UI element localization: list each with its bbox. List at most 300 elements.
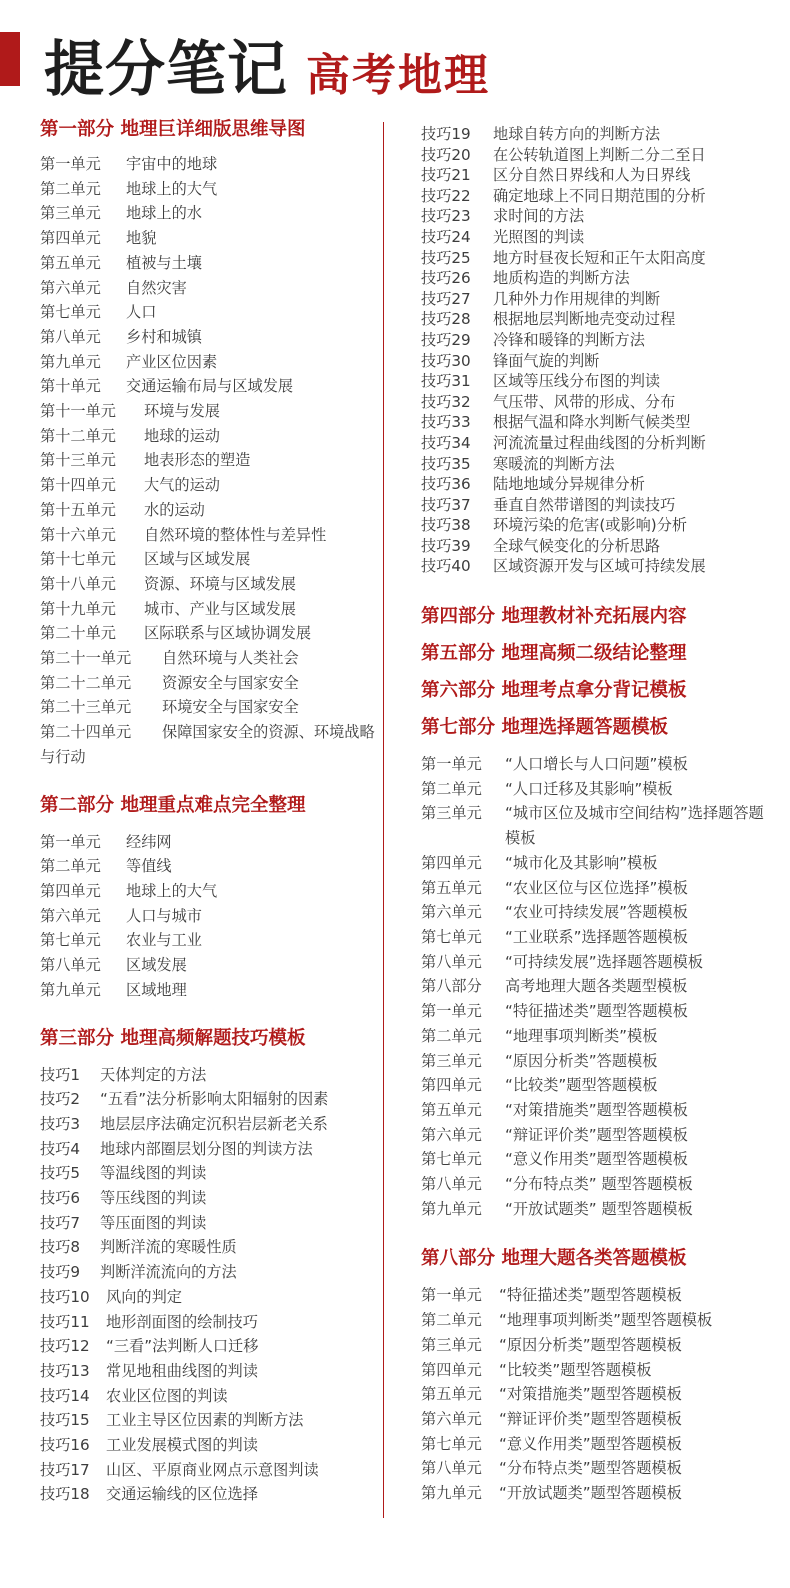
item-text: “原因分析类”题型答题模板 xyxy=(499,1335,682,1354)
item-label: 第六单元 xyxy=(421,1125,482,1144)
list-item xyxy=(421,330,766,351)
list-item xyxy=(421,1333,766,1358)
list-item xyxy=(40,1235,375,1260)
item-label: 第二十四单元 xyxy=(40,723,132,742)
item-text: 自然环境的整体性与差异性 xyxy=(144,525,327,544)
list-item xyxy=(40,928,375,953)
item-label: 技巧4 xyxy=(40,1139,81,1158)
list-item xyxy=(40,399,375,424)
item-label: 技巧23 xyxy=(421,207,471,226)
item-text: 地球上的大气 xyxy=(126,179,218,198)
item-label: 第二十三单元 xyxy=(40,698,132,717)
list-item xyxy=(421,876,766,901)
item-text: 全球气候变化的分析思路 xyxy=(493,536,661,555)
item-label: 技巧33 xyxy=(421,413,471,432)
item-text: “地理事项判断类”题型答题模板 xyxy=(499,1311,713,1330)
list-item xyxy=(40,276,375,301)
list-item xyxy=(421,1407,766,1432)
list-item xyxy=(40,300,375,325)
item-text: “特征描述类”题型答题模板 xyxy=(499,1286,682,1305)
item-label: 技巧6 xyxy=(40,1189,81,1208)
list-item xyxy=(40,152,375,177)
part3-list-right xyxy=(421,124,766,577)
item-text: 判断洋流的寒暖性质 xyxy=(100,1238,237,1257)
list-item xyxy=(40,1408,375,1433)
item-label: 第七单元 xyxy=(421,1150,482,1169)
item-label: 第三单元 xyxy=(421,1335,482,1354)
item-text: 高考地理大题各类题型模板 xyxy=(505,977,688,996)
item-label: 技巧30 xyxy=(421,351,471,370)
list-item xyxy=(40,1285,375,1310)
accent-bar xyxy=(0,32,20,86)
item-label: 第六单元 xyxy=(421,903,482,922)
item-label: 第二十二单元 xyxy=(40,673,132,692)
item-text: 天体判定的方法 xyxy=(100,1065,207,1084)
item-text: 人口与城市 xyxy=(126,906,202,925)
item-text: 冷锋和暖锋的判断方法 xyxy=(493,330,645,349)
item-label: 技巧34 xyxy=(421,433,471,452)
list-item xyxy=(40,879,375,904)
list-item xyxy=(40,177,375,202)
item-text: “地理事项判断类”模板 xyxy=(505,1026,658,1045)
item-label: 第二单元 xyxy=(40,857,101,876)
item-text: 光照图的判读 xyxy=(493,227,585,246)
item-text: 山区、平原商业网点示意图判读 xyxy=(106,1460,319,1479)
list-item xyxy=(421,950,766,975)
right-column xyxy=(421,124,766,1528)
item-text: “特征描述类”题型答题模板 xyxy=(505,1002,688,1021)
item-label: 技巧14 xyxy=(40,1386,90,1405)
item-text: 交通运输线的区位选择 xyxy=(106,1485,258,1504)
item-text: 区际联系与区域协调发展 xyxy=(144,624,312,643)
item-text: “城市区位及城市空间结构”选择题答题模板 xyxy=(505,804,764,848)
list-item xyxy=(40,978,375,1003)
list-item xyxy=(421,474,766,495)
item-label: 第八单元 xyxy=(421,1175,482,1194)
item-label: 技巧28 xyxy=(421,310,471,329)
item-text: 工业发展模式图的判读 xyxy=(106,1436,258,1455)
item-label: 第十三单元 xyxy=(40,451,116,470)
item-label: 技巧10 xyxy=(40,1287,90,1306)
item-text: 求时间的方法 xyxy=(493,207,585,226)
item-text: 区域资源开发与区域可持续发展 xyxy=(493,557,706,576)
list-item xyxy=(40,1433,375,1458)
item-label: 技巧36 xyxy=(421,475,471,494)
item-text: 农业区位图的判读 xyxy=(106,1386,228,1405)
item-text: 城市、产业与区域发展 xyxy=(144,599,296,618)
list-item xyxy=(421,1049,766,1074)
item-label: 技巧26 xyxy=(421,269,471,288)
item-label: 技巧3 xyxy=(40,1114,81,1133)
item-text: 地方时昼夜长短和正午太阳高度 xyxy=(493,248,706,267)
list-item xyxy=(40,720,375,769)
item-text: “工业联系”选择题答题模板 xyxy=(505,927,688,946)
list-item xyxy=(40,325,375,350)
list-item xyxy=(40,523,375,548)
item-text: 常见地租曲线图的判读 xyxy=(106,1361,258,1380)
list-item xyxy=(40,448,375,473)
list-item xyxy=(40,1260,375,1285)
item-text: 风向的判定 xyxy=(106,1287,182,1306)
item-label: 技巧38 xyxy=(421,516,471,535)
item-text: 等压面图的判读 xyxy=(100,1213,207,1232)
item-label: 第五单元 xyxy=(40,253,101,272)
item-label: 技巧32 xyxy=(421,392,471,411)
item-label: 第二单元 xyxy=(421,1026,482,1045)
list-item xyxy=(421,454,766,475)
item-text: 区域等压线分布图的判读 xyxy=(493,372,661,391)
list-item xyxy=(40,1186,375,1211)
list-item xyxy=(40,904,375,929)
item-text: 区域发展 xyxy=(126,956,187,975)
item-label: 技巧40 xyxy=(421,557,471,576)
list-item xyxy=(421,1147,766,1172)
item-label: 第十七单元 xyxy=(40,550,116,569)
list-item xyxy=(421,309,766,330)
item-label: 第十四单元 xyxy=(40,476,116,495)
item-label: 第一单元 xyxy=(421,1286,482,1305)
item-text: “人口增长与人口问题”模板 xyxy=(505,755,688,774)
item-text: 资源安全与国家安全 xyxy=(162,673,299,692)
list-item xyxy=(421,1283,766,1308)
item-text: 交通运输布局与区域发展 xyxy=(126,377,294,396)
list-item xyxy=(421,392,766,413)
item-label: 技巧35 xyxy=(421,454,471,473)
list-item xyxy=(421,777,766,802)
list-item xyxy=(40,473,375,498)
item-label: 第七单元 xyxy=(40,931,101,950)
list-item xyxy=(40,1458,375,1483)
item-text: 农业与工业 xyxy=(126,931,202,950)
list-item xyxy=(421,556,766,577)
list-item xyxy=(40,597,375,622)
list-item xyxy=(421,495,766,516)
item-text: 环境污染的危害(或影响)分析 xyxy=(493,516,688,535)
item-label: 技巧31 xyxy=(421,372,471,391)
list-item xyxy=(40,1211,375,1236)
item-text: 地形剖面图的绘制技巧 xyxy=(106,1312,258,1331)
list-item xyxy=(421,752,766,777)
list-item xyxy=(421,145,766,166)
item-label: 技巧22 xyxy=(421,186,471,205)
list-item xyxy=(40,251,375,276)
item-label: 技巧5 xyxy=(40,1164,81,1183)
list-item xyxy=(421,925,766,950)
item-label: 第三单元 xyxy=(421,1051,482,1070)
item-text: “农业可持续发展”答题模板 xyxy=(505,903,688,922)
list-item xyxy=(421,433,766,454)
section-title-part7: 第七部分 地理选择题答题模板 xyxy=(421,717,668,739)
item-text: 地质构造的判断方法 xyxy=(493,269,630,288)
item-text: 自然环境与人类社会 xyxy=(162,649,299,668)
list-item xyxy=(421,1432,766,1457)
part2-list xyxy=(40,830,375,1003)
item-label: 第二十单元 xyxy=(40,624,116,643)
item-label: 技巧27 xyxy=(421,289,471,308)
item-text: 陆地地域分异规律分析 xyxy=(493,475,645,494)
list-item xyxy=(421,412,766,433)
item-text: “原因分析类”答题模板 xyxy=(505,1051,658,1070)
item-text: 环境与发展 xyxy=(144,402,220,421)
item-text: 保障国家安全的资源、环境战略与行动 xyxy=(40,723,375,766)
item-label: 第五单元 xyxy=(421,878,482,897)
item-text: “意义作用类”题型答题模板 xyxy=(499,1434,682,1453)
item-label: 技巧39 xyxy=(421,536,471,555)
item-label: 第十二单元 xyxy=(40,426,116,445)
item-text: 产业区位因素 xyxy=(126,352,218,371)
list-item xyxy=(40,830,375,855)
item-text: “三看”法判断人口迁移 xyxy=(106,1337,259,1356)
list-item xyxy=(421,268,766,289)
item-label: 第四单元 xyxy=(40,881,101,900)
item-text: “可持续发展”选择题答题模板 xyxy=(505,952,703,971)
item-label: 第九单元 xyxy=(40,980,101,999)
item-text: “分布特点类” 题型答题模板 xyxy=(505,1175,693,1194)
item-label: 第十九单元 xyxy=(40,599,116,618)
item-label: 技巧1 xyxy=(40,1065,81,1084)
item-label: 技巧19 xyxy=(421,125,471,143)
item-text: 地球的运动 xyxy=(144,426,220,445)
item-text: 资源、环境与区域发展 xyxy=(144,574,296,593)
item-label: 第二十一单元 xyxy=(40,649,132,668)
list-item xyxy=(40,1482,375,1507)
item-text: “对策措施类”题型答题模板 xyxy=(499,1385,682,1404)
list-item xyxy=(421,974,766,999)
item-label: 第五单元 xyxy=(421,1385,482,1404)
item-label: 第八部分 xyxy=(421,977,482,996)
item-text: 等温线图的判读 xyxy=(100,1164,207,1183)
item-text: “意义作用类”题型答题模板 xyxy=(505,1150,688,1169)
section-stack xyxy=(421,603,766,742)
item-label: 第一单元 xyxy=(421,1002,482,1021)
list-item xyxy=(421,851,766,876)
item-label: 第六单元 xyxy=(40,278,101,297)
item-text: “分布特点类”题型答题模板 xyxy=(499,1459,682,1478)
section-title-part1: 第一部分 地理巨详细版思维导图 xyxy=(40,119,306,140)
list-item xyxy=(421,1024,766,1049)
item-label: 第四单元 xyxy=(421,1076,482,1095)
list-item xyxy=(40,1384,375,1409)
item-label: 第四单元 xyxy=(421,1360,482,1379)
item-text: 地球上的水 xyxy=(126,204,202,223)
item-text: 地球上的大气 xyxy=(126,881,218,900)
list-item xyxy=(40,1137,375,1162)
list-item xyxy=(421,1456,766,1481)
item-text: 区分自然日界线和人为日界线 xyxy=(493,166,691,185)
list-item xyxy=(40,1334,375,1359)
page-subtitle: 高考地理 xyxy=(306,50,490,101)
part7-list xyxy=(421,752,766,1221)
item-text: 大气的运动 xyxy=(144,476,220,495)
item-label: 第二单元 xyxy=(40,179,101,198)
item-label: 技巧9 xyxy=(40,1263,81,1282)
item-text: 几种外力作用规律的判断 xyxy=(493,289,661,308)
list-item xyxy=(40,695,375,720)
item-text: “城市化及其影响”模板 xyxy=(505,853,658,872)
item-text: “比较类”题型答题模板 xyxy=(505,1076,658,1095)
item-label: 技巧18 xyxy=(40,1485,90,1504)
list-item xyxy=(40,671,375,696)
item-label: 第八单元 xyxy=(421,952,482,971)
list-item xyxy=(40,374,375,399)
item-text: 根据地层判断地壳变动过程 xyxy=(493,310,676,329)
item-text: “开放试题类”题型答题模板 xyxy=(499,1484,682,1503)
item-text: 等值线 xyxy=(126,857,172,876)
item-text: 植被与土壤 xyxy=(126,253,202,272)
list-item xyxy=(40,572,375,597)
list-item xyxy=(421,515,766,536)
item-label: 技巧37 xyxy=(421,495,471,514)
section-title-part8: 第八部分 地理大题各类答题模板 xyxy=(421,1248,687,1270)
item-label: 技巧11 xyxy=(40,1312,90,1331)
item-label: 第九单元 xyxy=(421,1484,482,1503)
item-label: 技巧12 xyxy=(40,1337,90,1356)
item-text: 区域与区域发展 xyxy=(144,550,251,569)
item-label: 第一单元 xyxy=(40,155,101,173)
list-item xyxy=(40,547,375,572)
item-label: 技巧21 xyxy=(421,166,471,185)
list-item xyxy=(40,226,375,251)
item-text: 地层层序法确定沉积岩层新老关系 xyxy=(100,1114,328,1133)
item-text: 气压带、风带的形成、分布 xyxy=(493,392,676,411)
item-label: 第二单元 xyxy=(421,1311,482,1330)
list-item xyxy=(421,1073,766,1098)
item-label: 第七单元 xyxy=(421,1434,482,1453)
list-item xyxy=(421,1197,766,1222)
item-label: 技巧25 xyxy=(421,248,471,267)
item-text: “辩证评价类”题型答题模板 xyxy=(505,1125,688,1144)
item-text: 根据气温和降水判断气候类型 xyxy=(493,413,691,432)
item-label: 第十一单元 xyxy=(40,402,116,421)
item-label: 第一单元 xyxy=(421,755,482,774)
item-text: 环境安全与国家安全 xyxy=(162,698,299,717)
list-item xyxy=(40,1112,375,1137)
list-item xyxy=(421,536,766,557)
part3-list-left xyxy=(40,1063,375,1508)
list-item xyxy=(421,289,766,310)
item-label: 第十八单元 xyxy=(40,574,116,593)
item-text: 地貌 xyxy=(126,229,157,248)
item-label: 第六单元 xyxy=(421,1409,482,1428)
item-text: 锋面气旋的判断 xyxy=(493,351,600,370)
item-label: 第八单元 xyxy=(40,327,101,346)
item-label: 技巧7 xyxy=(40,1213,81,1232)
item-label: 第十单元 xyxy=(40,377,101,396)
list-item xyxy=(40,350,375,375)
item-text: 人口 xyxy=(126,303,157,322)
item-text: 河流流量过程曲线图的分析判断 xyxy=(493,433,706,452)
item-label: 第四单元 xyxy=(421,853,482,872)
list-item xyxy=(421,1172,766,1197)
item-text: 在公转轨道图上判断二分二至日 xyxy=(493,145,706,164)
item-label: 第六单元 xyxy=(40,906,101,925)
list-item xyxy=(421,248,766,269)
list-item xyxy=(421,900,766,925)
list-item xyxy=(40,498,375,523)
section-title-part6: 第六部分 地理考点拿分背记模板 xyxy=(421,680,687,702)
item-text: 工业主导区位因素的判断方法 xyxy=(106,1411,304,1430)
item-text: “辩证评价类”题型答题模板 xyxy=(499,1409,682,1428)
item-label: 技巧15 xyxy=(40,1411,90,1430)
item-label: 技巧24 xyxy=(421,227,471,246)
item-label: 第八单元 xyxy=(421,1459,482,1478)
list-item xyxy=(421,186,766,207)
item-text: 宇宙中的地球 xyxy=(126,155,218,173)
list-item xyxy=(421,227,766,248)
list-item xyxy=(421,1358,766,1383)
item-label: 第八单元 xyxy=(40,956,101,975)
item-text: 区域地理 xyxy=(126,980,187,999)
item-text: “对策措施类”题型答题模板 xyxy=(505,1100,688,1119)
list-item xyxy=(421,1308,766,1333)
item-text: “五看”法分析影响太阳辐射的因素 xyxy=(100,1090,329,1109)
item-text: 地球内部圈层划分图的判读方法 xyxy=(100,1139,313,1158)
section-title-part5: 第五部分 地理高频二级结论整理 xyxy=(421,643,687,665)
item-text: “人口迁移及其影响”模板 xyxy=(505,779,673,798)
item-label: 技巧8 xyxy=(40,1238,81,1257)
list-item xyxy=(40,1087,375,1112)
page-title: 提分笔记 xyxy=(44,35,288,105)
item-label: 第九单元 xyxy=(40,352,101,371)
item-text: 自然灾害 xyxy=(126,278,187,297)
item-label: 第二单元 xyxy=(421,779,482,798)
left-column xyxy=(40,116,375,1529)
list-item xyxy=(40,854,375,879)
item-text: 确定地球上不同日期范围的分析 xyxy=(493,186,706,205)
part8-list xyxy=(421,1283,766,1505)
list-item xyxy=(421,1382,766,1407)
item-label: 第七单元 xyxy=(421,927,482,946)
list-item xyxy=(421,1481,766,1506)
item-label: 第三单元 xyxy=(421,804,482,823)
item-text: “农业区位与区位选择”模板 xyxy=(505,878,688,897)
list-item xyxy=(421,351,766,372)
list-item xyxy=(421,165,766,186)
item-text: “开放试题类” 题型答题模板 xyxy=(505,1199,693,1218)
item-label: 技巧17 xyxy=(40,1460,90,1479)
item-label: 第五单元 xyxy=(421,1100,482,1119)
item-text: 乡村和城镇 xyxy=(126,327,202,346)
item-label: 技巧13 xyxy=(40,1361,90,1380)
list-item xyxy=(40,1161,375,1186)
item-text: 垂直自然带谱图的判读技巧 xyxy=(493,495,676,514)
item-label: 第九单元 xyxy=(421,1199,482,1218)
list-item xyxy=(421,1098,766,1123)
item-text: 水的运动 xyxy=(144,500,205,519)
section-title-part4: 第四部分 地理教材补充拓展内容 xyxy=(421,606,687,628)
item-label: 第十六单元 xyxy=(40,525,116,544)
item-label: 第一单元 xyxy=(40,832,101,851)
list-item xyxy=(421,1123,766,1148)
item-text: “比较类”题型答题模板 xyxy=(499,1360,652,1379)
list-item xyxy=(40,1359,375,1384)
item-label: 第四单元 xyxy=(40,229,101,248)
section-title-part2: 第二部分 地理重点难点完全整理 xyxy=(40,794,306,816)
item-label: 技巧16 xyxy=(40,1436,90,1455)
column-divider xyxy=(383,122,384,1518)
list-item xyxy=(421,801,766,850)
list-item xyxy=(421,206,766,227)
item-text: 等压线图的判读 xyxy=(100,1189,207,1208)
list-item xyxy=(40,1310,375,1335)
list-item xyxy=(40,621,375,646)
list-item xyxy=(40,424,375,449)
section-title-part3: 第三部分 地理高频解题技巧模板 xyxy=(40,1027,306,1049)
list-item xyxy=(421,999,766,1024)
item-label: 技巧2 xyxy=(40,1090,81,1109)
list-item xyxy=(40,1063,375,1088)
list-item xyxy=(421,371,766,392)
